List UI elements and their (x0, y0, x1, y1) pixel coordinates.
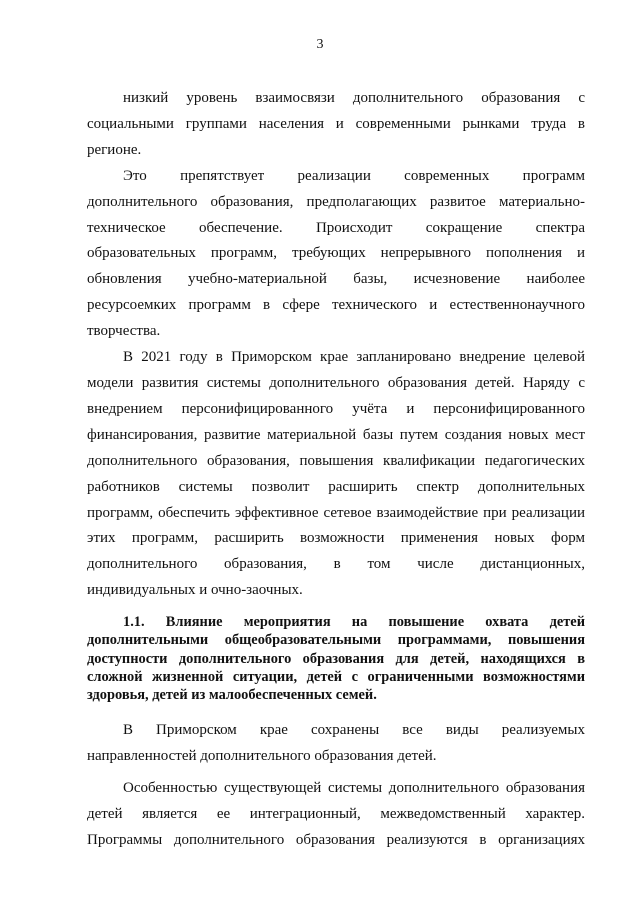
text-line: ресурсоемких программ в сфере технического и естественнонаучного (87, 297, 585, 314)
heading-line: 1.1. Влияние мероприятия на повышение охвата детей (123, 614, 585, 631)
text-line: программ, обеспечить эффективное сетевое взаимодействие при реализации (87, 504, 585, 521)
text-line: внедрением персонифицированного учёта и персонифицированного (87, 400, 585, 417)
heading-line: сложной жизненной ситуации, детей с ограниченными возможностями (87, 668, 585, 685)
text-line: образовательных программ, требующих непрерывного пополнения и (87, 245, 585, 262)
paragraph-4 (87, 718, 585, 770)
text-line: направленностей дополнительного образования детей. (87, 748, 437, 765)
text-line: детей является ее интеграционный, межведомственный характер. (87, 805, 585, 822)
spacer (87, 704, 585, 718)
text-line: регионе. (87, 141, 142, 158)
text-line: техническое обеспечение. Происходит сокращение спектра (87, 219, 585, 236)
text-line: В 2021 году в Приморском крае запланировано внедрение целевой (123, 349, 585, 366)
heading-line: доступности дополнительного образования для детей, находящихся в (87, 650, 585, 667)
text-line: социальными группами населения и современными рынками труда в (87, 115, 585, 132)
text-line: этих программ, расширить возможности применения новых форм (87, 530, 585, 547)
paragraph-1 (87, 86, 585, 164)
text-line: творчества. (87, 323, 161, 340)
text-line: низкий уровень взаимосвязи дополнительного образования с (123, 90, 585, 106)
text-line: обновления учебно-материальной базы, исчезновение наиболее (87, 271, 585, 288)
text-line: финансирования, развитие материальной базы путем создания новых мест (87, 426, 585, 443)
document-body (87, 86, 585, 854)
text-line: дополнительного образования, повышения квалификации педагогических (87, 452, 585, 469)
text-line: Особенностью существующей системы дополнительного образования (123, 779, 585, 796)
text-line: дополнительного образования, предполагающих развитое материально- (87, 193, 585, 210)
section-heading (87, 613, 585, 704)
heading-line: дополнительными общеобразовательными программами, повышения (87, 632, 585, 649)
text-line: Это препятствует реализации современных программ (123, 167, 585, 184)
text-line: модели развития системы дополнительного образования детей. Наряду с (87, 374, 585, 391)
paragraph-2 (87, 164, 585, 345)
paragraph-5 (87, 776, 585, 854)
text-line: Программы дополнительного образования реализуются в организациях (87, 831, 585, 848)
text-line: индивидуальных и очно-заочных. (87, 582, 303, 599)
text-line: работников системы позволит расширить спектр дополнительных (87, 478, 585, 495)
text-line: дополнительного образования, в том числе дистанционных, (87, 556, 585, 573)
text-line: В Приморском крае сохранены все виды реализуемых (123, 722, 585, 739)
paragraph-3 (87, 345, 585, 604)
heading-line: здоровья, детей из малообеспеченных семей. (87, 686, 377, 703)
page-number: 3 (316, 37, 324, 52)
